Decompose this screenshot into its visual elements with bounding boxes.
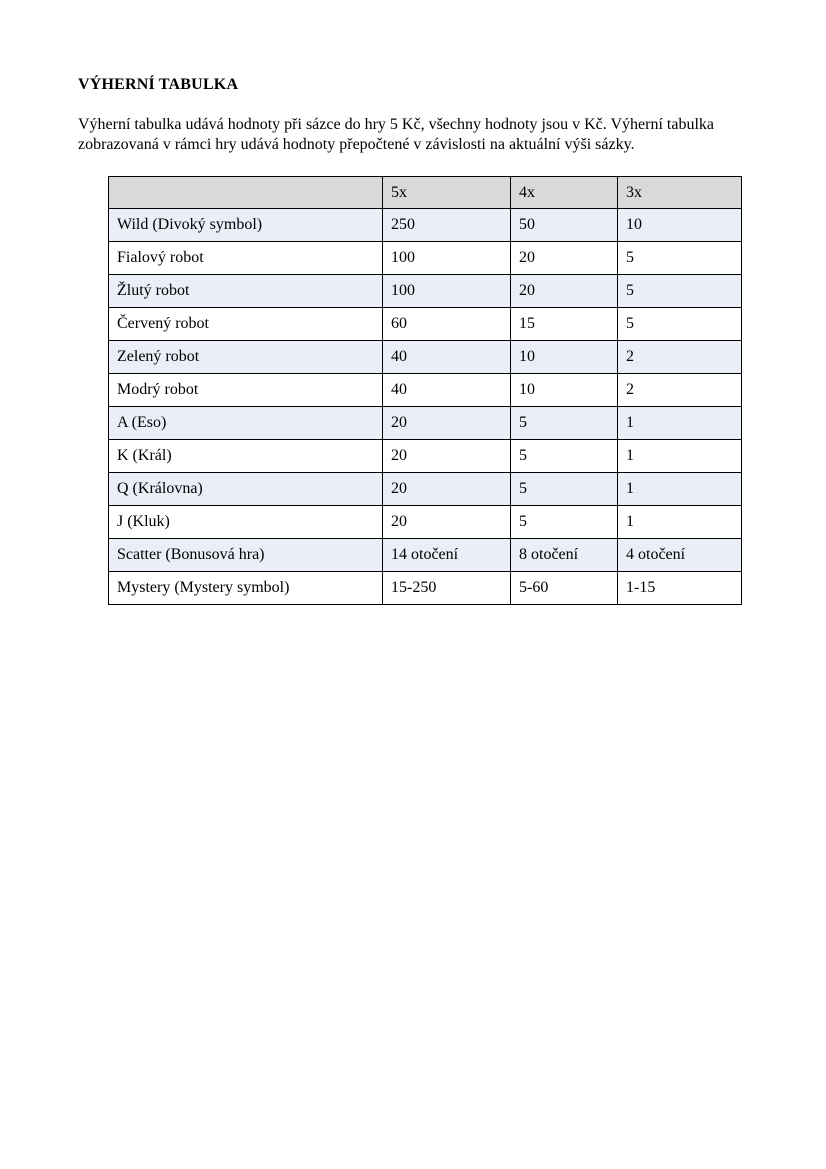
cell-value: 100: [383, 275, 511, 308]
cell-label: Mystery (Mystery symbol): [109, 572, 383, 605]
cell-value: 8 otočení: [511, 539, 618, 572]
table-row-wild: [109, 209, 742, 242]
cell-value: 14 otočení: [383, 539, 511, 572]
header-cell-4x: 4x: [511, 177, 618, 209]
cell-label: Modrý robot: [109, 374, 383, 407]
cell-value: 1: [618, 407, 742, 440]
table-row-a-eso: [109, 407, 742, 440]
cell-value: 5: [511, 407, 618, 440]
table-row-j-kluk: [109, 506, 742, 539]
cell-label: Zelený robot: [109, 341, 383, 374]
cell-value: 250: [383, 209, 511, 242]
header-cell-3x: 3x: [618, 177, 742, 209]
cell-label: J (Kluk): [109, 506, 383, 539]
cell-label: Q (Královna): [109, 473, 383, 506]
intro-paragraph: Výherní tabulka udává hodnoty při sázce do hry 5 Kč, všechny hodnoty jsou v Kč. Výherní tabulka zobrazovaná v rámci hry udává hodnoty přepočtené v závislosti na aktuální výši sázky.: [78, 116, 714, 153]
cell-value: 5: [618, 242, 742, 275]
table-row-zeleny-robot: [109, 341, 742, 374]
cell-value: 100: [383, 242, 511, 275]
cell-value: 1: [618, 440, 742, 473]
cell-value: 10: [511, 374, 618, 407]
cell-value: 20: [511, 275, 618, 308]
cell-value: 20: [383, 506, 511, 539]
table-row-mystery: [109, 572, 742, 605]
cell-value: 2: [618, 374, 742, 407]
cell-value: 1: [618, 506, 742, 539]
cell-label: Žlutý robot: [109, 275, 383, 308]
header-cell-5x: 5x: [383, 177, 511, 209]
cell-value: 5: [618, 308, 742, 341]
cell-value: 50: [511, 209, 618, 242]
cell-label: Wild (Divoký symbol): [109, 209, 383, 242]
cell-value: 2: [618, 341, 742, 374]
cell-value: 5: [511, 473, 618, 506]
cell-value: 5: [511, 506, 618, 539]
cell-label: Červený robot: [109, 308, 383, 341]
cell-value: 10: [511, 341, 618, 374]
cell-label: K (Král): [109, 440, 383, 473]
table-row-modry-robot: [109, 374, 742, 407]
cell-value: 40: [383, 374, 511, 407]
cell-value: 10: [618, 209, 742, 242]
cell-value: 20: [383, 440, 511, 473]
table-row-k-kral: [109, 440, 742, 473]
cell-value: 1-15: [618, 572, 742, 605]
cell-value: 5: [618, 275, 742, 308]
table-row-cerveny-robot: [109, 308, 742, 341]
cell-value: 5-60: [511, 572, 618, 605]
cell-label: Fialový robot: [109, 242, 383, 275]
table-row-fialovy-robot: [109, 242, 742, 275]
cell-value: 5: [511, 440, 618, 473]
cell-value: 20: [383, 473, 511, 506]
cell-value: 4 otočení: [618, 539, 742, 572]
cell-label: Scatter (Bonusová hra): [109, 539, 383, 572]
cell-label: A (Eso): [109, 407, 383, 440]
cell-value: 20: [383, 407, 511, 440]
cell-value: 15: [511, 308, 618, 341]
table-row-scatter: [109, 539, 742, 572]
page-title: VÝHERNÍ TABULKA: [78, 76, 239, 93]
table-row-q-kralovna: [109, 473, 742, 506]
table-header-row: [109, 177, 742, 209]
table-row-zluty-robot: [109, 275, 742, 308]
cell-value: 15-250: [383, 572, 511, 605]
cell-value: 40: [383, 341, 511, 374]
cell-value: 1: [618, 473, 742, 506]
payout-table: [108, 176, 742, 605]
header-cell-symbol: [109, 177, 383, 209]
cell-value: 20: [511, 242, 618, 275]
cell-value: 60: [383, 308, 511, 341]
